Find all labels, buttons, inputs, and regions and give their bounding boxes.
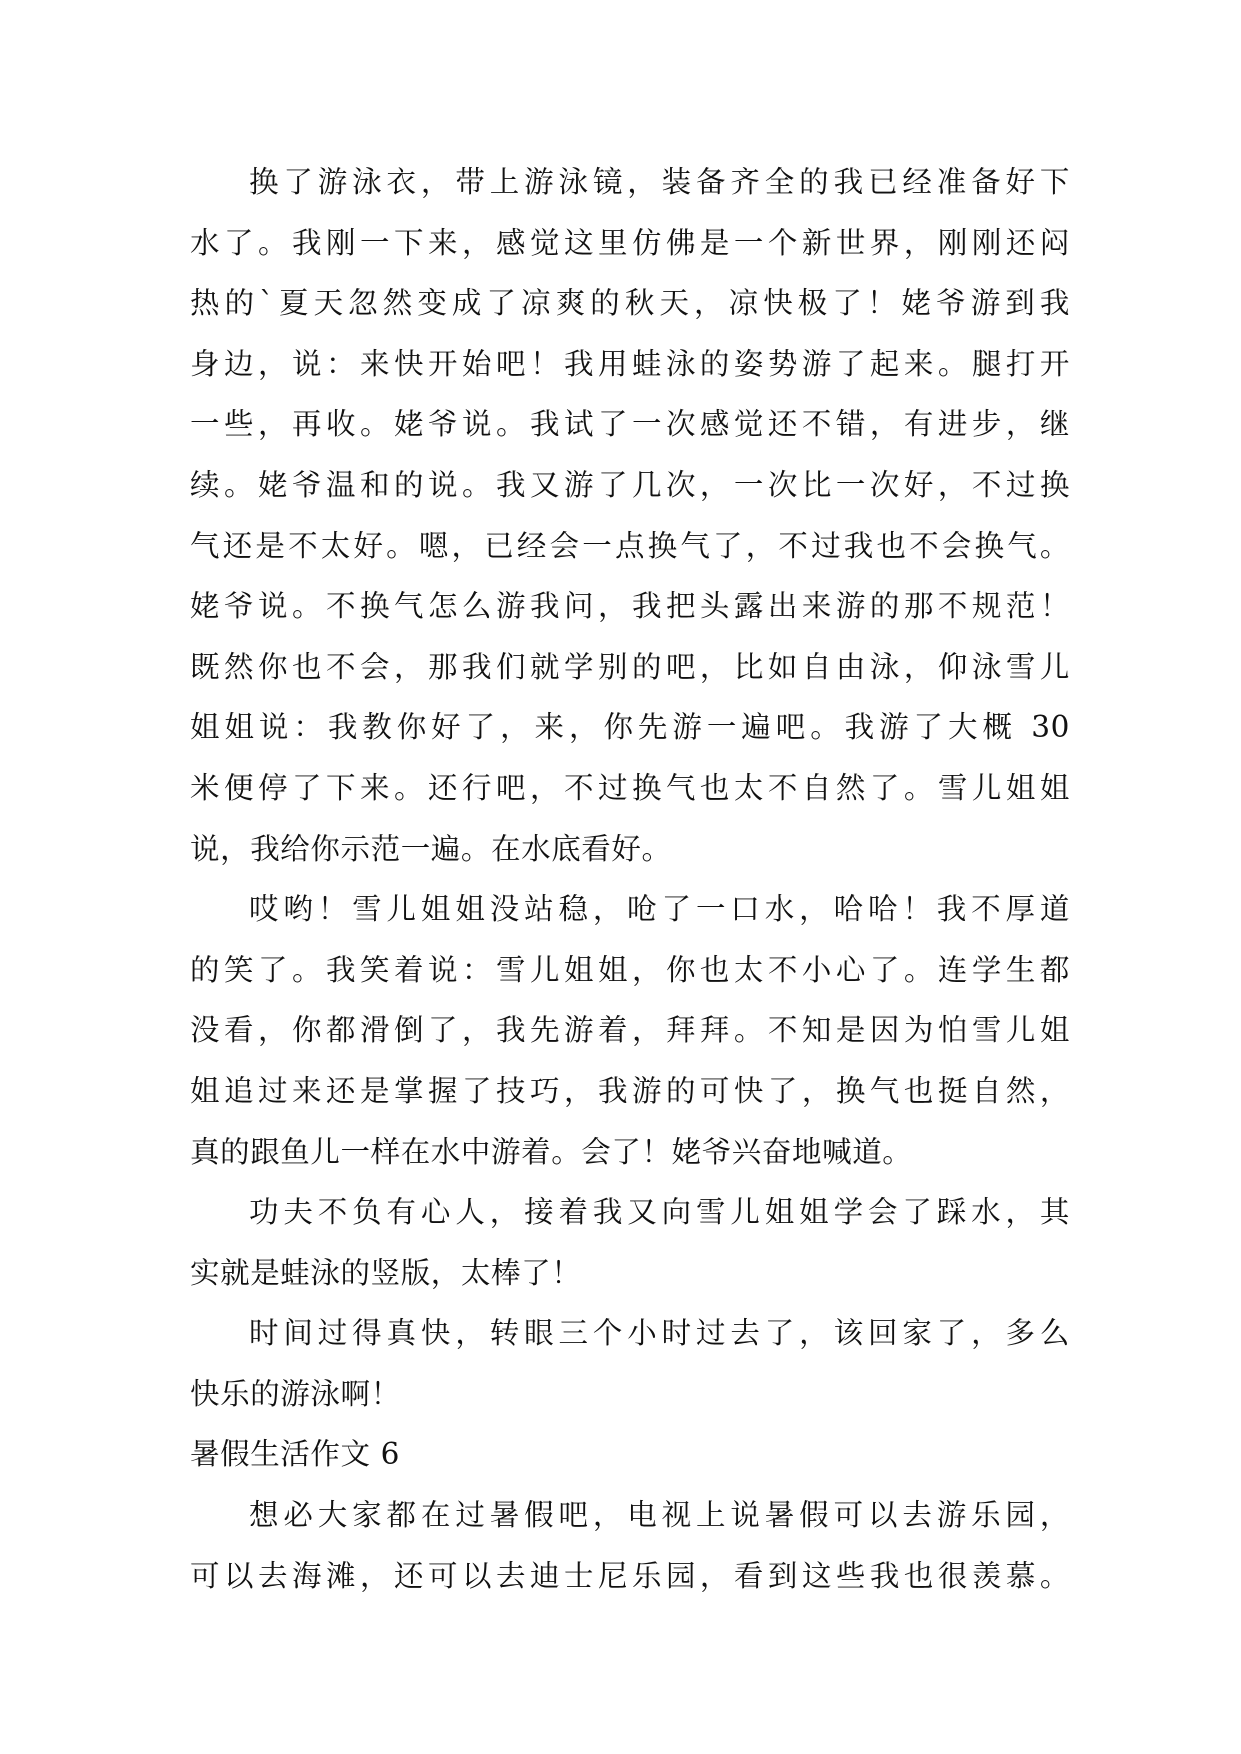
text-line: 换了游泳衣，带上游泳镜，装备齐全的我已经准备好下 — [249, 165, 1070, 199]
text-line: 气还是不太好。嗯，已经会一点换气了，不过我也不会换气。 — [190, 528, 1070, 563]
text-line: 水了。我刚一下来，感觉这里仿佛是一个新世界，刚刚还闷 — [190, 225, 1070, 260]
text-line: 续。姥爷温和的说。我又游了几次，一次比一次好，不过换 — [190, 467, 1070, 502]
text-line: 想必大家都在过暑假吧，电视上说暑假可以去游乐园， — [249, 1498, 1070, 1533]
text-line: 姥爷说。不换气怎么游我问，我把头露出来游的那不规范！ — [190, 589, 1070, 624]
text-line: 时间过得真快，转眼三个小时过去了，该回家了，多么 — [249, 1316, 1070, 1351]
paragraph-1 — [190, 152, 1070, 879]
text-line: 米便停了下来。还行吧，不过换气也太不自然了。雪儿姐姐 — [190, 770, 1070, 805]
text-line: 既然你也不会，那我们就学别的吧，比如自由泳，仰泳雪儿 — [190, 649, 1070, 684]
text-line: 快乐的游泳啊！ — [190, 1376, 401, 1411]
text-line: 真的跟鱼儿一样在水中游着。会了！姥爷兴奋地喊道。 — [190, 1134, 913, 1169]
text-line: 姐姐说：我教你好了，来，你先游一遍吧。我游了大概 30 — [190, 710, 1070, 745]
document-body — [190, 152, 1070, 1606]
text-line: 一些，再收。姥爷说。我试了一次感觉还不错，有进步，继 — [190, 407, 1070, 442]
text-line: 实就是蛙泳的竖版，太棒了！ — [190, 1255, 582, 1290]
text-line: 姐追过来还是掌握了技巧，我游的可快了，换气也挺自然， — [190, 1073, 1070, 1108]
paragraph-5 — [190, 1485, 1070, 1606]
paragraph-3 — [190, 1182, 1070, 1303]
text-line: 功夫不负有心人，接着我又向雪儿姐姐学会了踩水，其 — [249, 1195, 1070, 1230]
section-heading: 暑假生活作文 6 — [190, 1437, 400, 1472]
text-line: 可以去海滩，还可以去迪士尼乐园，看到这些我也很羡慕。 — [190, 1558, 1070, 1593]
text-line: 没看，你都滑倒了，我先游着，拜拜。不知是因为怕雪儿姐 — [190, 1013, 1070, 1048]
text-line: 哎哟！雪儿姐姐没站稳，呛了一口水，哈哈！我不厚道 — [249, 892, 1070, 927]
text-line: 说，我给你示范一遍。在水底看好。 — [190, 831, 672, 866]
text-line: 的笑了。我笑着说：雪儿姐姐，你也太不小心了。连学生都 — [190, 952, 1070, 987]
text-line: 身边，说：来快开始吧！我用蛙泳的姿势游了起来。腿打开 — [190, 346, 1070, 381]
paragraph-4 — [190, 1303, 1070, 1424]
text-line: 热的`夏天忽然变成了凉爽的秋天，凉快极了！姥爷游到我 — [190, 286, 1070, 321]
paragraph-2 — [190, 879, 1070, 1182]
